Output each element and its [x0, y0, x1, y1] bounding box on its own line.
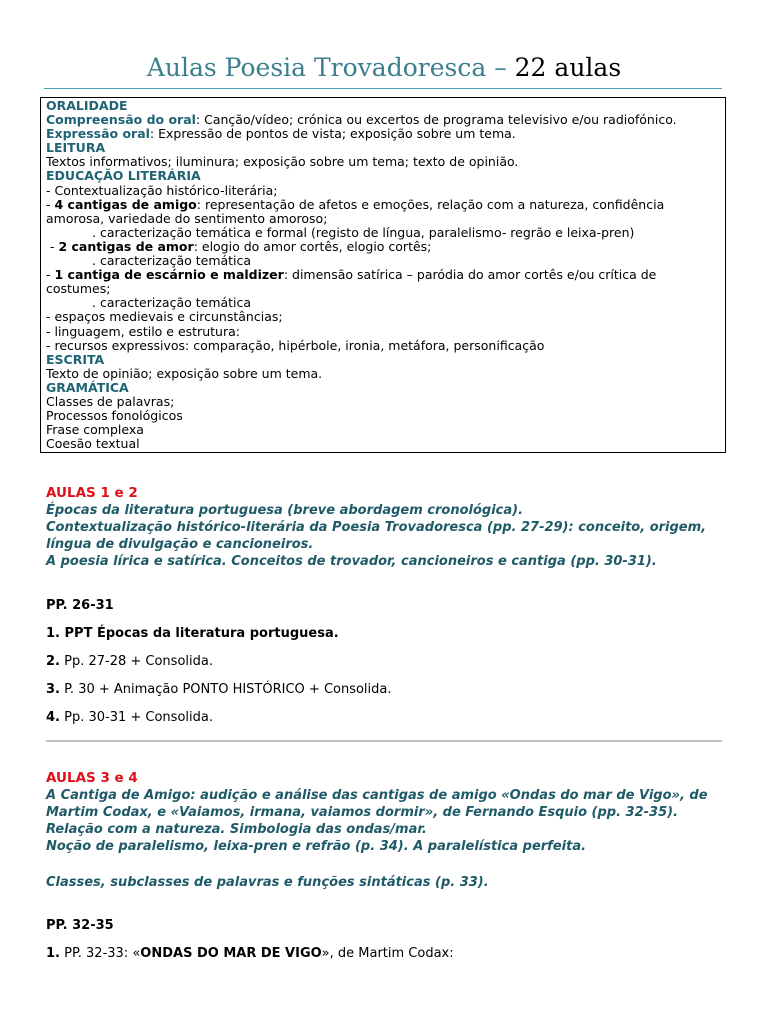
objective: Classes, subclasses de palavras e funções sintáticas (p. 33).	[46, 875, 489, 890]
escarnio-sub: . caracterização temática	[92, 295, 252, 311]
leitura-heading: LEITURA	[46, 140, 106, 156]
oralidade-heading: ORALIDADE	[46, 98, 128, 113]
aulas-1-2-title: AULAS 1 e 2	[46, 485, 138, 501]
escarnio-line: - 1 cantiga de escárnio e maldizer: dimensão satírica – paródia do amor cortês e/ou crítica de costumes;	[46, 267, 661, 297]
amor-sub: . caracterização temática	[92, 253, 252, 269]
recursos-line: - recursos expressivos: comparação, hipérbole, ironia, metáfora, personificação	[46, 337, 545, 353]
list-item: 1. PP. 32-33: «ONDAS DO MAR DE VIGO», de Martim Codax:	[46, 946, 454, 961]
page-title	[0, 50, 768, 86]
aulas-1-2-pages: PP. 26-31	[46, 598, 114, 613]
list-item: 3. P. 30 + Animação PONTO HISTÓRICO + Consolida.	[46, 682, 392, 697]
objective: Contextualização histórico-literária da Poesia Trovadoresca (pp. 27-29): conceito, origem, língua de divulgação e cancioneiros.	[46, 520, 707, 552]
section-divider	[46, 740, 722, 742]
amor-line: - 2 cantigas de amor: elogio do amor cortês, elogio cortês;	[46, 238, 432, 254]
gramatica-heading: GRAMÁTICA	[46, 379, 129, 395]
objective: A poesia lírica e satírica. Conceitos de trovador, cancioneiros e cantiga (pp. 30-31).	[46, 554, 657, 569]
list-item: 4. Pp. 30-31 + Consolida.	[46, 710, 213, 725]
title-main: Aulas Poesia Trovadoresca –	[146, 53, 515, 82]
aulas-3-4-pages: PP. 32-35	[46, 918, 114, 933]
compreensao-line: Compreensão do oral: Canção/vídeo; crónica ou excertos de programa televisivo e/ou radiofónico.	[46, 112, 677, 128]
espacos-line: - espaços medievais e circunstâncias;	[46, 309, 283, 325]
title-underline	[44, 88, 722, 89]
leitura-text: Textos informativos; iluminura; exposição sobre um tema; texto de opinião.	[46, 154, 519, 170]
escrita-text: Texto de opinião; exposição sobre um tema.	[46, 365, 323, 381]
objective: Épocas da literatura portuguesa (breve abordagem cronológica).	[46, 503, 524, 518]
escrita-heading: ESCRITA	[46, 351, 105, 367]
educacao-heading: EDUCAÇÃO LITERÁRIA	[46, 168, 201, 184]
gramatica-item: Coesão textual	[46, 436, 140, 452]
objective: Noção de paralelismo, leixa-pren e refrão (p. 34). A paralelística perfeita.	[46, 839, 587, 854]
aulas-3-4-title: AULAS 3 e 4	[46, 770, 138, 786]
educacao-item: - Contextualização histórico-literária;	[46, 182, 278, 198]
objective: A Cantiga de Amigo: audição e análise das cantigas de amigo «Ondas do mar de Vigo», de Martim Codax, e «Vaiamos, irmana, vaiamos dormir», de Fernando Esquio (pp. 32-35).	[46, 788, 708, 820]
summary-table	[40, 97, 726, 453]
list-item: 2. Pp. 27-28 + Consolida.	[46, 654, 213, 669]
amigo-line: - 4 cantigas de amigo: representação de afetos e emoções, relação com a natureza, confidência amorosa, variedade do sentimento amoroso;	[46, 196, 669, 226]
amigo-sub: . caracterização temática e formal (registo de língua, paralelismo- regrão e leixa-pren)	[92, 224, 635, 240]
gramatica-item: Processos fonológicos	[46, 408, 183, 424]
objective: Relação com a natureza. Simbologia das ondas/mar.	[46, 822, 427, 837]
list-item: 1. PPT Épocas da literatura portuguesa.	[46, 626, 339, 641]
linguagem-line: - linguagem, estilo e estrutura:	[46, 323, 240, 339]
gramatica-item: Frase complexa	[46, 422, 144, 438]
gramatica-item: Classes de palavras;	[46, 393, 175, 409]
title-count: 22 aulas	[514, 53, 622, 82]
aulas-1-2-section	[46, 485, 726, 570]
expressao-line: Expressão oral: Expressão de pontos de vista; exposição sobre um tema.	[46, 126, 516, 142]
aulas-3-4-section	[46, 770, 726, 855]
